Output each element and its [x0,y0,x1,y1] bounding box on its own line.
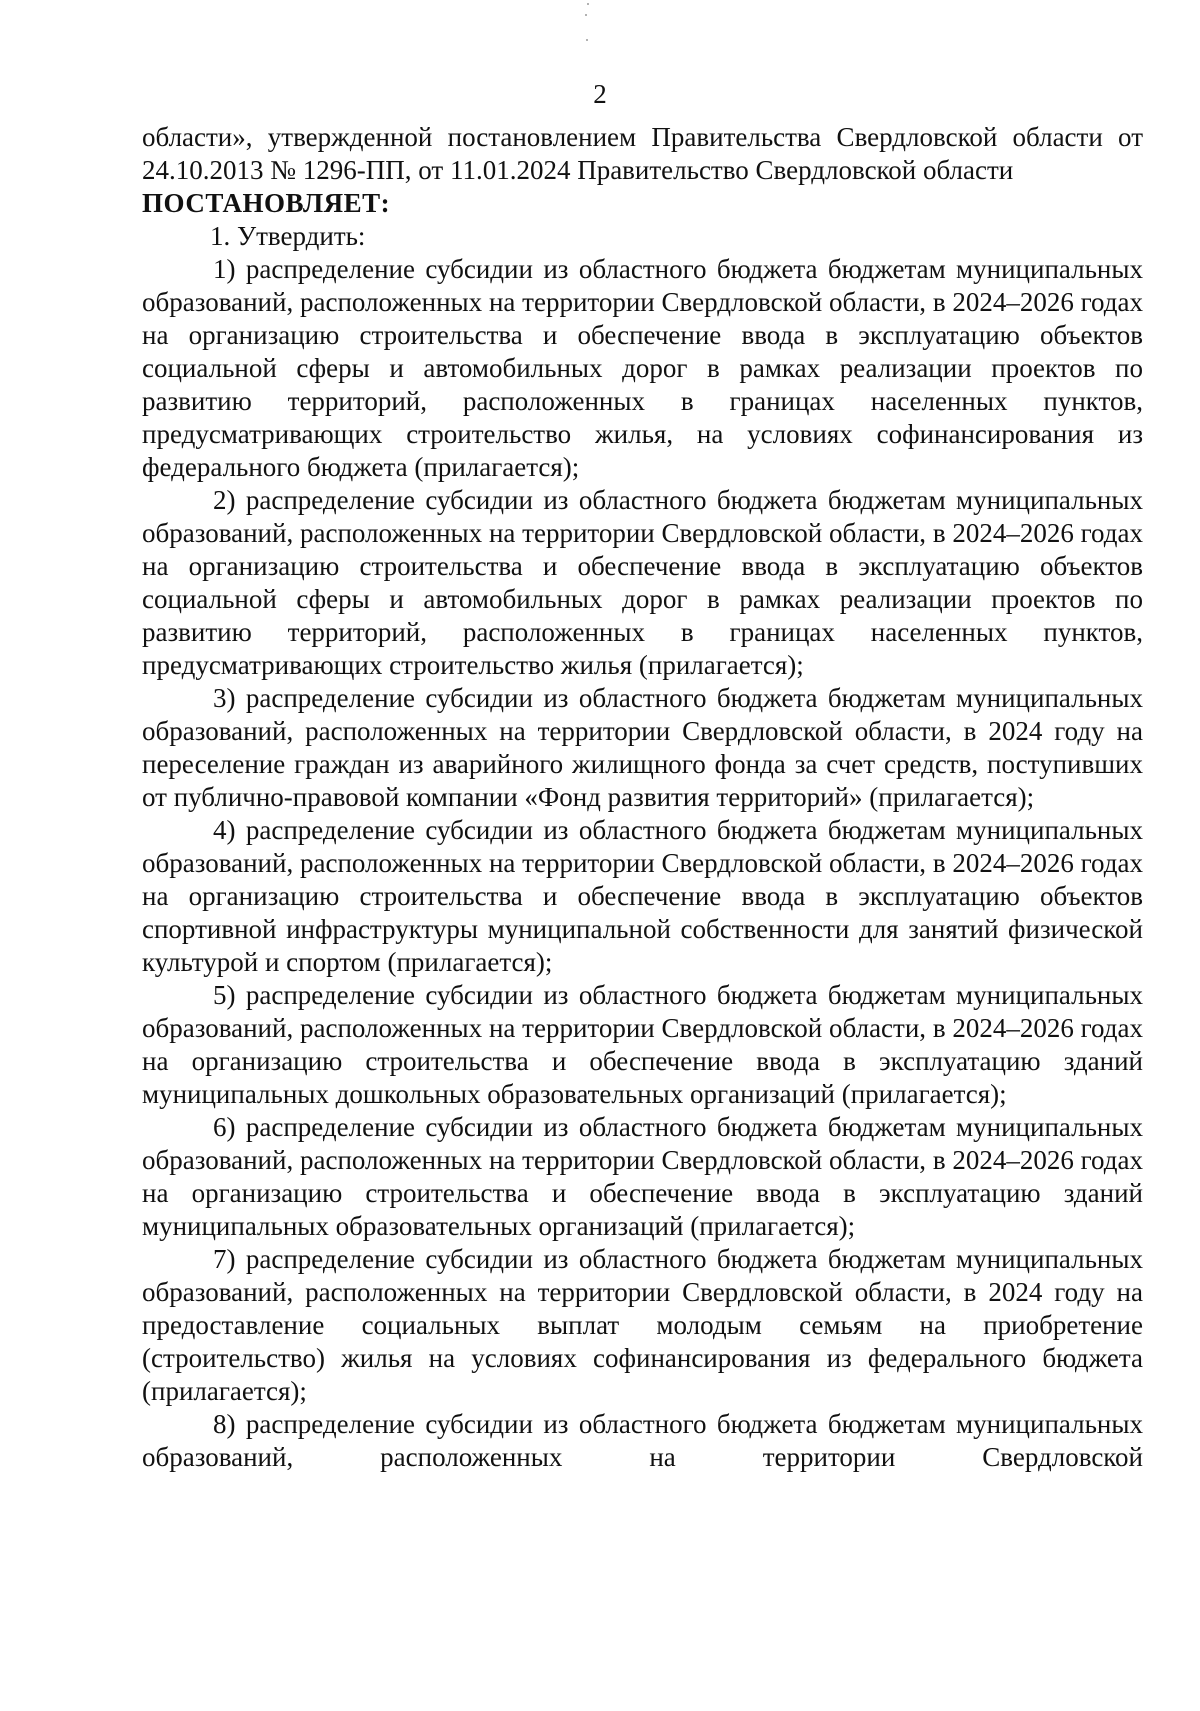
document-body [142,121,1143,1474]
scan-artifact [585,14,587,16]
list-item-7: 7) распределение субсидии из областного бюджета бюджетам муниципальных образований, расположенных на территории Свердловской области, в 2024 году на предоставление социальных выплат молодым семьям на приобретение (строительство) жилья на условиях софинансирования из федерального бюджета (прилагается); [142,1244,1143,1406]
list-item-6: 6) распределение субсидии из областного бюджета бюджетам муниципальных образований, расположенных на территории Свердловской области, в 2024–2026 годах на организацию строительства и обеспечение ввода в эксплуатацию зданий муниципальных образовательных организаций (прилагается); [142,1112,1143,1241]
scan-artifact [586,39,588,41]
list-item-3: 3) распределение субсидии из областного бюджета бюджетам муниципальных образований, расположенных на территории Свердловской области, в 2024 году на переселение граждан из аварийного жилищного фонда за счет средств, поступивших от публично-правовой компании «Фонд развития территорий» (прилагается); [142,683,1143,812]
list-item-2: 2) распределение субсидии из областного бюджета бюджетам муниципальных образований, расположенных на территории Свердловской области, в 2024–2026 годах на организацию строительства и обеспечение ввода в эксплуатацию объектов социальной сферы и автомобильных дорог в рамках реализации проектов по развитию территорий, расположенных в границах населенных пунктов, предусматривающих строительство жилья (прилагается); [142,485,1143,680]
decree-heading: ПОСТАНОВЛЯЕТ: [142,188,391,218]
intro-paragraph: области», утвержденной постановлением Правительства Свердловской области от 24.10.2013 № 1296-ПП, от 11.01.2024 Правительство Свердловской области [142,122,1143,185]
clause-1: 1. Утвердить: [210,221,366,251]
list-item-4: 4) распределение субсидии из областного бюджета бюджетам муниципальных образований, расположенных на территории Свердловской области, в 2024–2026 годах на организацию строительства и обеспечение ввода в эксплуатацию объектов спортивной инфраструктуры муниципальной собственности для занятий физической культурой и спортом (прилагается); [142,815,1143,977]
list-item-1: 1) распределение субсидии из областного бюджета бюджетам муниципальных образований, расположенных на территории Свердловской области, в 2024–2026 годах на организацию строительства и обеспечение ввода в эксплуатацию объектов социальной сферы и автомобильных дорог в рамках реализации проектов по развитию территорий, расположенных в границах населенных пунктов, предусматривающих строительство жилья, на условиях софинансирования из федерального бюджета (прилагается); [142,254,1143,482]
list-item-5: 5) распределение субсидии из областного бюджета бюджетам муниципальных образований, расположенных на территории Свердловской области, в 2024–2026 годах на организацию строительства и обеспечение ввода в эксплуатацию зданий муниципальных дошкольных образовательных организаций (прилагается); [142,980,1143,1109]
list-item-8: 8) распределение субсидии из областного бюджета бюджетам муниципальных образований, расположенных на территории Свердловской [142,1409,1143,1472]
page-number: 2 [593,79,607,109]
scan-artifact [587,3,589,5]
